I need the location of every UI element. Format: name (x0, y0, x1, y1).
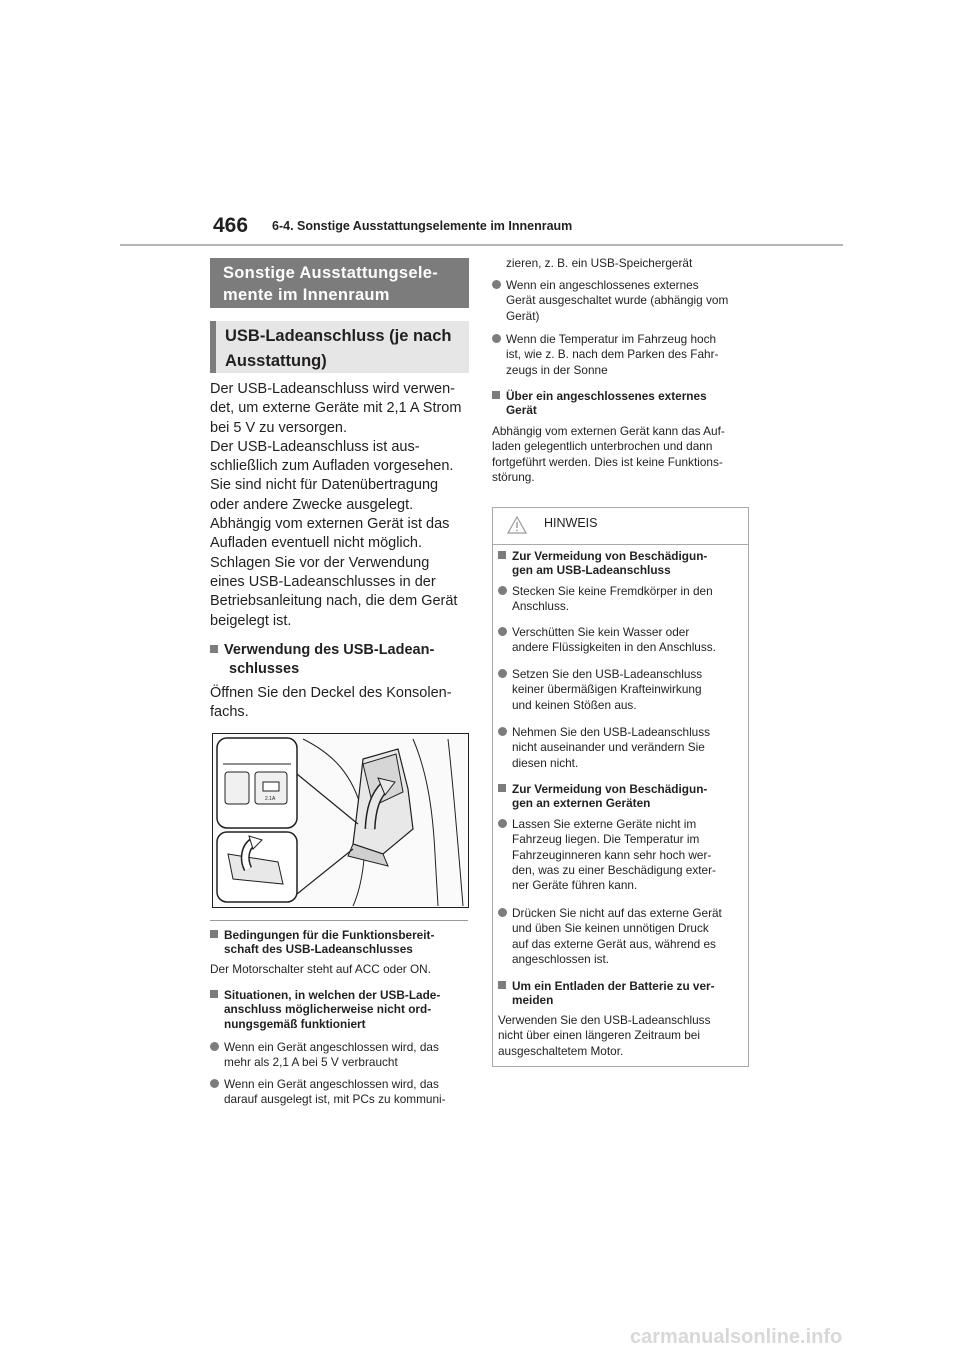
notes-rule (210, 920, 468, 921)
note-heading-line: anschluss möglicherweise nicht ord- (224, 1002, 432, 1017)
hinweis-bullet-line: Stecken Sie keine Fremdkörper in den (512, 584, 713, 598)
note-heading-line: Bedingungen für die Funktionsbereit- (224, 928, 435, 942)
hinweis-bullet-line: Fahrzeug liegen. Die Temperatur im (512, 832, 700, 847)
square-bullet-icon (210, 990, 218, 998)
warning-triangle-icon (507, 516, 527, 534)
hinweis-title: HINWEIS (544, 516, 598, 530)
hinweis-bullet-line: nicht auseinander und verändern Sie (512, 740, 705, 755)
usb-port-label: 2.1A (265, 796, 276, 802)
usage-heading (210, 641, 472, 680)
intro-line: det, um externe Geräte mit 2,1 A Strom (210, 400, 462, 417)
hinweis-bullet-line: und üben Sie keinen unnötigen Druck (512, 921, 709, 936)
intro-line: eines USB-Ladeanschlusses in der (210, 573, 436, 590)
note-text: Der Motorschalter steht auf ACC oder ON. (210, 962, 431, 976)
note-heading-line: Über ein angeschlossenes externes (506, 389, 707, 403)
bullet-dot-icon (498, 819, 507, 828)
note-bullet-line: Wenn die Temperatur im Fahrzeug hoch (506, 332, 717, 346)
hinweis-bullet-line: und keinen Stößen aus. (512, 697, 637, 712)
note-text (492, 424, 754, 485)
hinweis-heading (498, 782, 743, 811)
note-text-line: Abhängig vom externen Gerät kann das Auf- (492, 424, 725, 438)
header-rule (120, 244, 843, 246)
bullet-dot-icon (498, 586, 507, 595)
hinweis-bullet (498, 584, 743, 615)
chapter-title: 6-4. Sonstige Ausstattungselemente im Innenraum (272, 219, 573, 233)
watermark: carmanualsonline.info (630, 1326, 843, 1348)
hinweis-bullet (498, 667, 743, 713)
note-text-line: fortgeführt werden. Dies ist keine Funktions- (492, 454, 723, 469)
note-heading-line: nungsgemäß funktioniert (224, 1016, 366, 1031)
hinweis-bullet-line: Fahrzeuginneren kann sehr hoch wer- (512, 847, 712, 862)
intro-text (210, 380, 472, 631)
intro-line: Der USB-Ladeanschluss ist aus- (210, 438, 420, 455)
bullet-dot-icon (498, 669, 507, 678)
hinweis-text-line: ausgeschaltetem Motor. (498, 1043, 624, 1058)
note-heading (492, 389, 754, 418)
note-bullet (492, 332, 754, 378)
hinweis-bullet-line: Lassen Sie externe Geräte nicht im (512, 817, 697, 831)
bullet-dot-icon (498, 727, 507, 736)
square-bullet-icon (498, 784, 506, 792)
hinweis-heading-line: Um ein Entladen der Batterie zu ver- (512, 979, 715, 993)
section-title (210, 258, 469, 308)
hinweis-bullet (498, 725, 743, 771)
usage-heading-line: Verwendung des USB-Ladean- (224, 642, 435, 658)
console-usb-illustration (212, 733, 469, 908)
intro-line: Aufladen eventuell nicht möglich. (210, 535, 422, 552)
hinweis-bullet-line: den, was zu einer Beschädigung exter- (512, 862, 716, 877)
bullet-dot-icon (492, 280, 501, 289)
square-bullet-icon (210, 645, 218, 653)
intro-line: schließlich zum Aufladen vorgesehen. (210, 458, 454, 475)
illustration-svg (213, 734, 468, 907)
square-bullet-icon (498, 551, 506, 559)
hinweis-bullet-line: auf das externe Gerät aus, während es (512, 936, 716, 951)
hinweis-bullet (498, 817, 743, 893)
section-title-text: Sonstige Ausstattungsele-mente im Innenraum (223, 264, 438, 304)
note-text-line: laden gelegentlich unterbrochen und dann (492, 439, 713, 454)
hinweis-bullet-line: ner Geräte führen kann. (512, 878, 638, 893)
intro-line: Abhängig vom externen Gerät ist das (210, 516, 450, 533)
note-bullet-line: Gerät ausgeschaltet wurde (abhängig vom (506, 293, 729, 308)
note-bullet (210, 1077, 472, 1108)
hinweis-text-line: Verwenden Sie den USB-Ladeanschluss (498, 1013, 711, 1027)
intro-line: bei 5 V zu versorgen. (210, 419, 348, 436)
note-heading (210, 988, 472, 1031)
bullet-dot-icon (210, 1042, 219, 1051)
intro-line: oder andere Zwecke ausgelegt. (210, 496, 414, 513)
hinweis-bullet-line: Setzen Sie den USB-Ladeanschluss (512, 667, 703, 681)
hinweis-text (498, 1013, 743, 1059)
bullet-dot-icon (492, 334, 501, 343)
intro-line: Der USB-Ladeanschluss wird verwen- (210, 381, 455, 397)
hinweis-separator (493, 544, 748, 545)
usage-line: fachs. (210, 704, 249, 721)
note-bullet-line: Wenn ein Gerät angeschlossen wird, das (224, 1077, 439, 1091)
note-heading-line: Gerät (506, 403, 537, 418)
note-heading (210, 928, 472, 957)
hinweis-bullet-line: keiner übermäßigen Krafteinwirkung (512, 682, 702, 697)
note-bullet-line: Wenn ein Gerät angeschlossen wird, das (224, 1040, 439, 1054)
square-bullet-icon (498, 981, 506, 989)
hinweis-box (492, 507, 749, 1067)
hinweis-bullet-line: Nehmen Sie den USB-Ladeanschluss (512, 725, 711, 739)
note-heading-line: schaft des USB-Ladeanschlusses (224, 942, 413, 957)
note-bullet-line: darauf ausgelegt ist, mit PCs zu kommuni- (224, 1092, 446, 1107)
hinweis-heading (498, 549, 743, 578)
intro-line: Sie sind nicht für Datenübertragung (210, 477, 439, 494)
square-bullet-icon (492, 391, 500, 399)
hinweis-heading-line: Zur Vermeidung von Beschädigun- (512, 549, 708, 563)
note-bullet (210, 1040, 472, 1071)
hinweis-bullet-line: Drücken Sie nicht auf das externe Gerät (512, 906, 722, 920)
hinweis-heading (498, 979, 743, 1008)
subsection-title-text: USB-Ladeanschluss (je nach Ausstattung) (225, 327, 452, 370)
bullet-dot-icon (210, 1079, 219, 1088)
subsection-title (210, 321, 469, 373)
hinweis-bullet (498, 906, 743, 967)
usage-text (210, 684, 472, 723)
hinweis-bullet-line: Verschütten Sie kein Wasser oder (512, 625, 690, 639)
note-bullet-line: zeugs in der Sonne (506, 362, 608, 377)
page-number: 466 (213, 214, 249, 237)
hinweis-bullet-line: Anschluss. (512, 599, 570, 614)
note-bullet (492, 278, 754, 324)
note-bullet-line: ist, wie z. B. nach dem Parken des Fahr- (506, 347, 719, 362)
hinweis-bullet-line: angeschlossen ist. (512, 951, 610, 966)
hinweis-heading-line: gen an externen Geräten (512, 796, 651, 811)
bullet-dot-icon (498, 908, 507, 917)
intro-line: Schlagen Sie vor der Verwendung (210, 554, 430, 571)
note-bullet-line: Wenn ein angeschlossenes externes (506, 278, 699, 292)
note-bullet-line: Gerät) (506, 308, 540, 323)
usage-line: Öffnen Sie den Deckel des Konsolen- (210, 685, 452, 701)
hinweis-bullet (498, 625, 743, 656)
note-heading-line: Situationen, in welchen der USB-Lade- (224, 988, 441, 1002)
hinweis-heading-line: gen am USB-Ladeanschluss (512, 563, 671, 578)
hinweis-heading-line: meiden (512, 993, 554, 1008)
hinweis-bullet-line: andere Flüssigkeiten in den Anschluss. (512, 640, 716, 655)
note-bullet-line: mehr als 2,1 A bei 5 V verbraucht (224, 1055, 398, 1070)
bullet-dot-icon (498, 627, 507, 636)
note-continuation: zieren, z. B. ein USB-Speichergerät (506, 256, 693, 270)
hinweis-heading-line: Zur Vermeidung von Beschädigun- (512, 782, 708, 796)
hinweis-bullet-line: diesen nicht. (512, 755, 579, 770)
intro-line: Betriebsanleitung nach, die dem Gerät (210, 593, 458, 610)
hinweis-text-line: nicht über einen längeren Zeitraum bei (498, 1028, 700, 1043)
square-bullet-icon (210, 930, 218, 938)
note-text-line: störung. (492, 469, 535, 484)
intro-line: beigelegt ist. (210, 612, 292, 629)
usage-heading-line: schlusses (229, 661, 300, 678)
